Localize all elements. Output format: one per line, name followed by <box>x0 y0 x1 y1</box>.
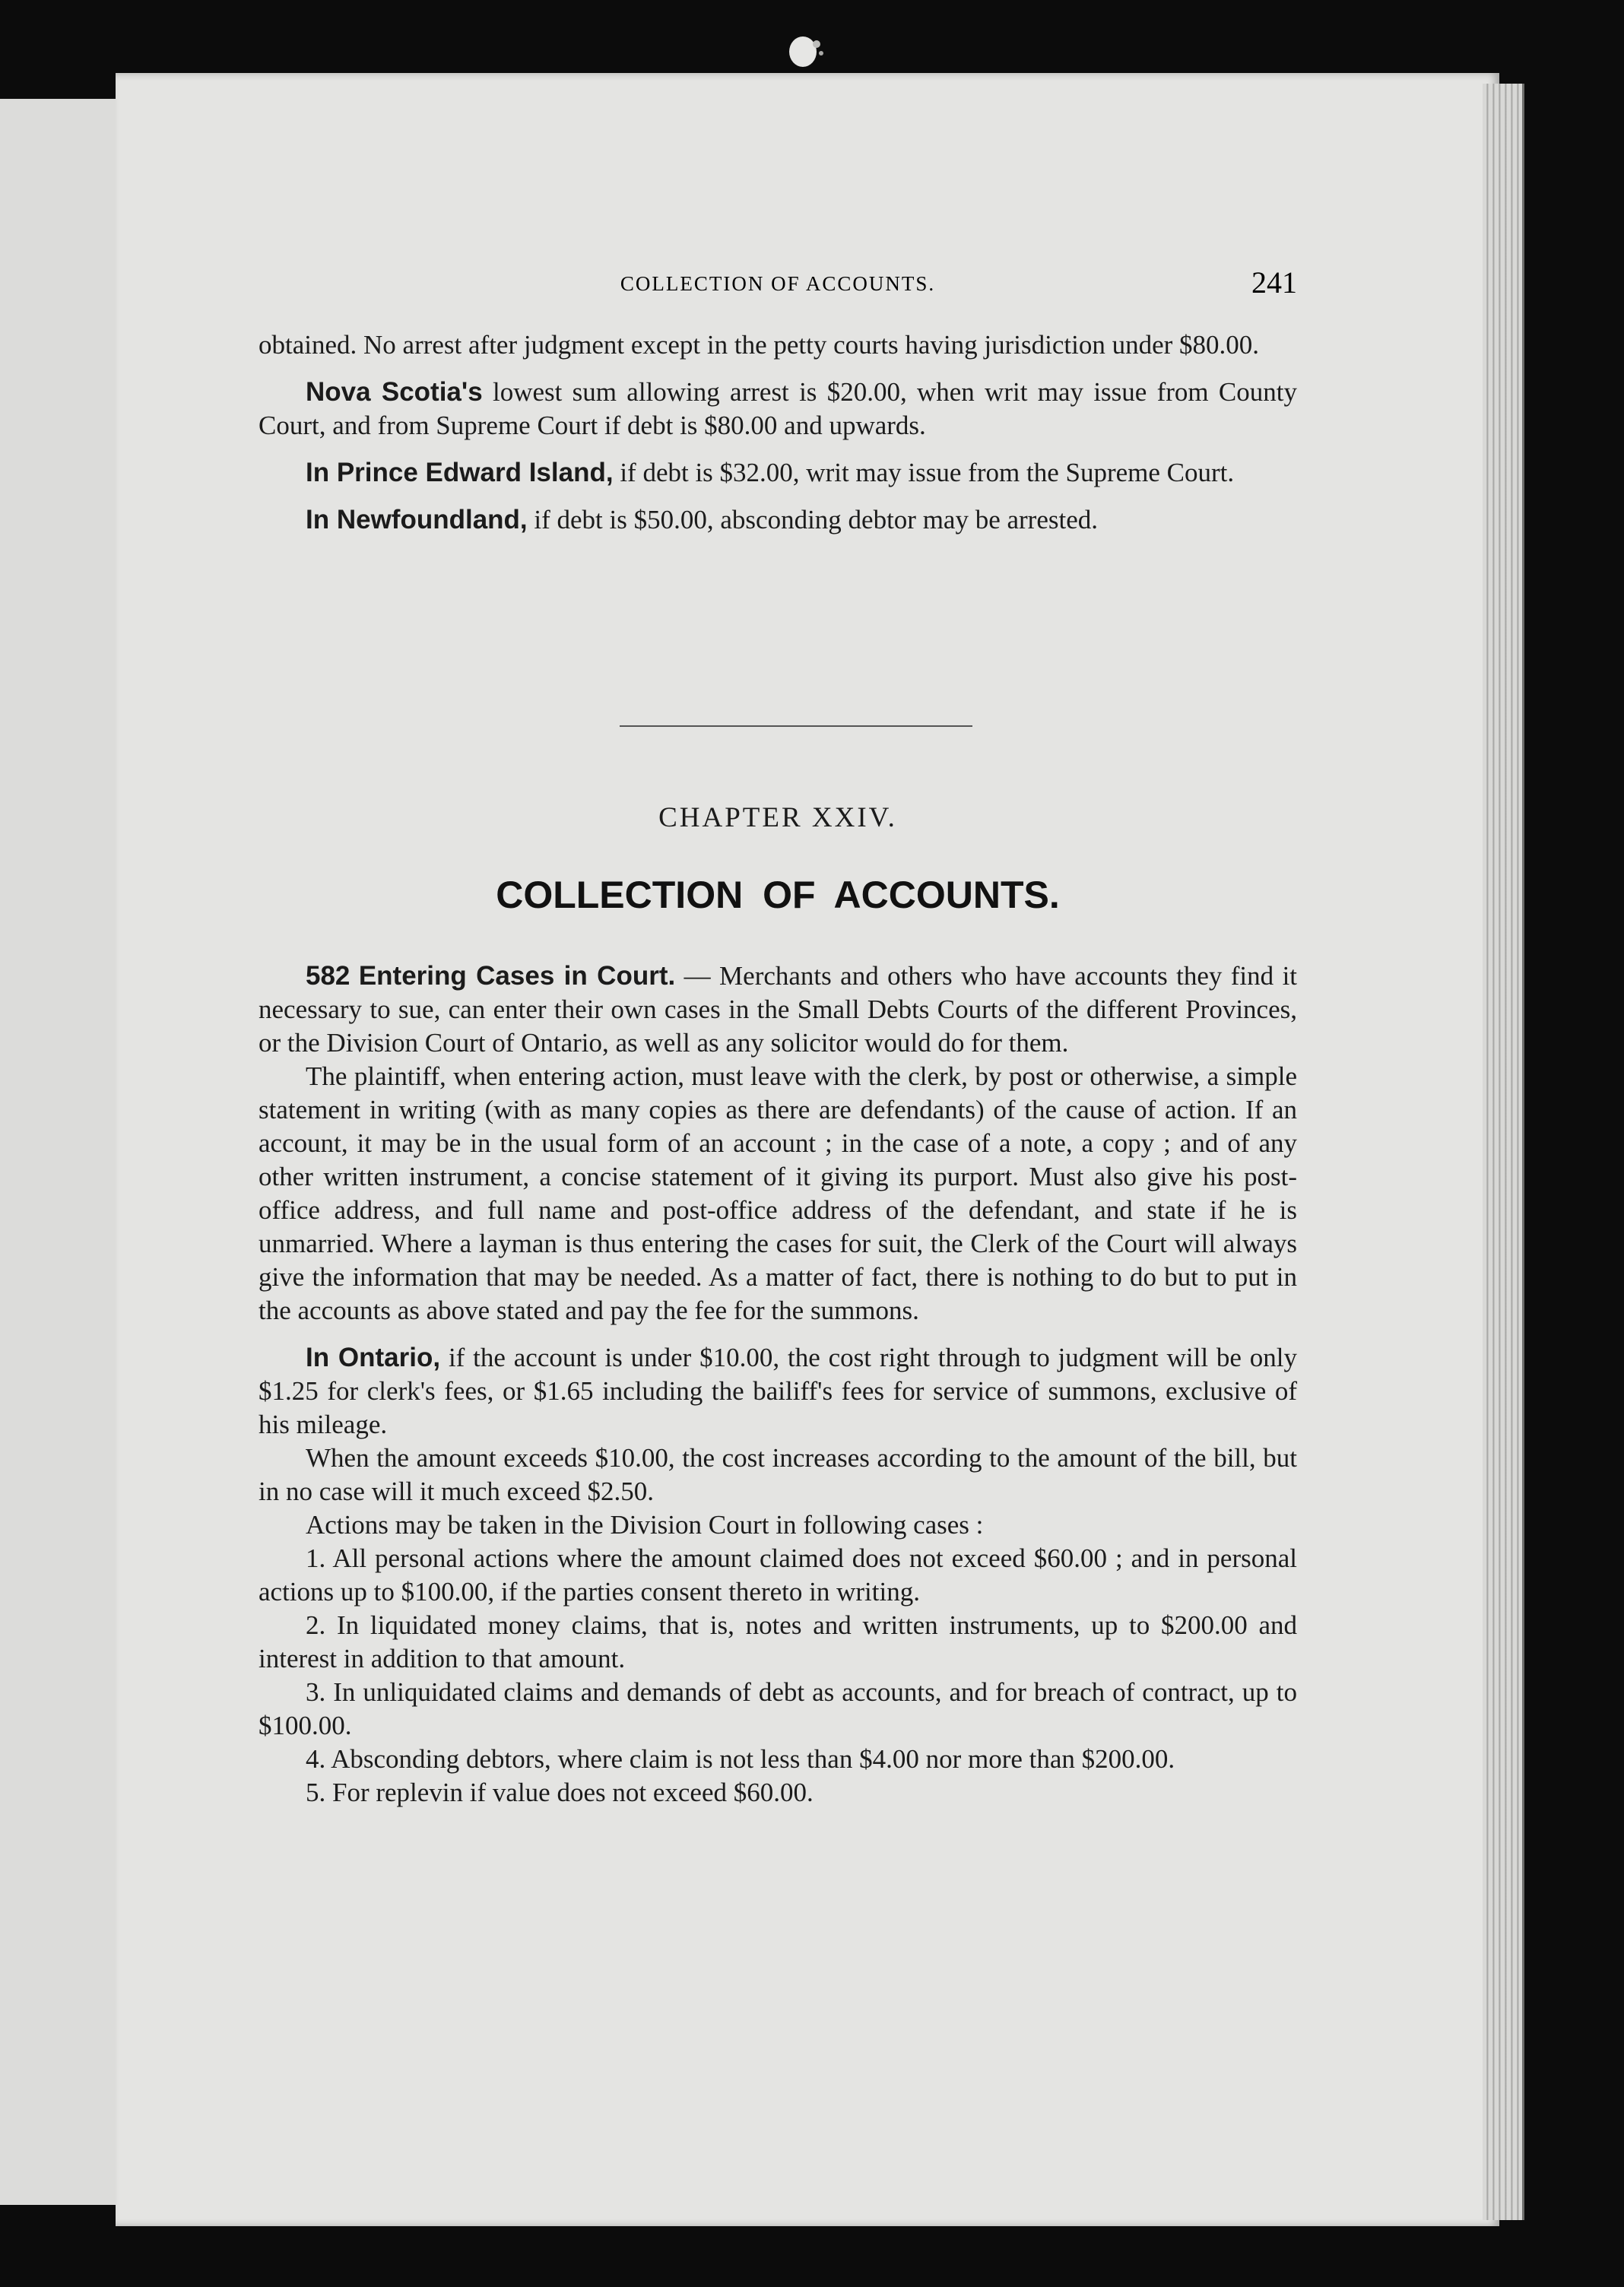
paragraph-obtained: obtained. No arrest after judgment except in the petty courts having jurisdiction under $80.00. <box>259 330 1260 360</box>
section-divider <box>620 725 972 727</box>
previous-chapter-text <box>259 328 1297 537</box>
paragraph-plaintiff: The plaintiff, when entering action, must leave with the clerk, by post or otherwise, a simple statement in writing (with as many copies as there are defendants) of the cause of action. If an account, it may be in the usual form of an account ; in the case of a note, a copy ; and of any other written instrument, a concise statement of it giving its purport. Must also give his post-office address, and full name and post-office address of the defendant, and state if he is unmarried. Where a layman is thus entering the cases for suit, the Clerk of the Court will always give the information that may be needed. As a matter of fact, there is nothing to do but to put in the accounts as above stated and pay the fee for the summons. <box>259 1061 1297 1325</box>
section-heading: Entering Cases in Court. <box>358 961 676 991</box>
list-item: 3. In unliquidated claims and demands of debt as accounts, and for breach of contract, up to $100.00. <box>259 1677 1297 1740</box>
list-item: 4. Absconding debtors, where claim is not less than $4.00 nor more than $200.00. <box>306 1744 1175 1774</box>
paragraph-newfoundland <box>259 503 1297 537</box>
page-stack-edge <box>1483 84 1524 2220</box>
text-nova-scotia: lowest sum allowing arrest is $20.00, when writ may issue from County Court, and from Supreme Court if debt is $80.00 and upwards. <box>259 377 1297 440</box>
chapter-number: CHAPTER XXIV. <box>658 802 897 833</box>
page-header <box>259 265 1297 303</box>
lead-ontario: In Ontario, <box>306 1343 441 1372</box>
paragraph-actions: Actions may be taken in the Division Court in following cases : <box>306 1510 984 1540</box>
paragraph-nova-scotia <box>259 376 1297 442</box>
running-head: COLLECTION OF ACCOUNTS. <box>620 272 936 295</box>
ink-blot-icon <box>783 27 829 73</box>
text-newfoundland: if debt is $50.00, absconding debtor may be arrested. <box>534 505 1099 534</box>
list-item: 5. For replevin if value does not exceed $60.00. <box>306 1778 814 1807</box>
paragraph-pei <box>259 456 1297 490</box>
chapter-title: COLLECTION OF ACCOUNTS. <box>496 874 1060 916</box>
chapter-body <box>259 960 1297 1810</box>
paragraph-ontario <box>259 1341 1297 1442</box>
section-number: 582 <box>306 961 350 991</box>
list-item: 2. In liquidated money claims, that is, notes and written instruments, up to $200.00 and interest in addition to that amount. <box>259 1610 1297 1673</box>
lead-newfoundland: In Newfoundland, <box>306 505 528 534</box>
paragraph-entering-cases <box>259 960 1297 1060</box>
text-ontario: if the account is under $10.00, the cost right through to judgment will be only $1.25 for clerk's fees, or $1.65 including the bailiff's fees for service of summons, exclusive of his mileage. <box>259 1343 1297 1439</box>
text-entering-cases: — Merchants and others who have accounts they find it necessary to sue, can enter their own cases in the Small Debts Courts of the different Provinces, or the Division Court of Ontario, as well as any solicitor would do for them. <box>259 961 1298 1058</box>
lead-pei: In Prince Edward Island, <box>306 458 614 487</box>
facing-page-edge <box>0 99 118 2205</box>
paragraph-amount-exceeds: When the amount exceeds $10.00, the cost increases according to the amount of the bill, but in no case will it much exceed $2.50. <box>259 1443 1297 1506</box>
list-item: 1. All personal actions where the amount claimed does not exceed $60.00 ; and in personal actions up to $100.00, if the parties consent thereto in writing. <box>259 1543 1297 1607</box>
page-number: 241 <box>1251 265 1297 300</box>
text-pei: if debt is $32.00, writ may issue from the Supreme Court. <box>620 458 1235 487</box>
lead-nova-scotia: Nova Scotia's <box>306 377 483 407</box>
